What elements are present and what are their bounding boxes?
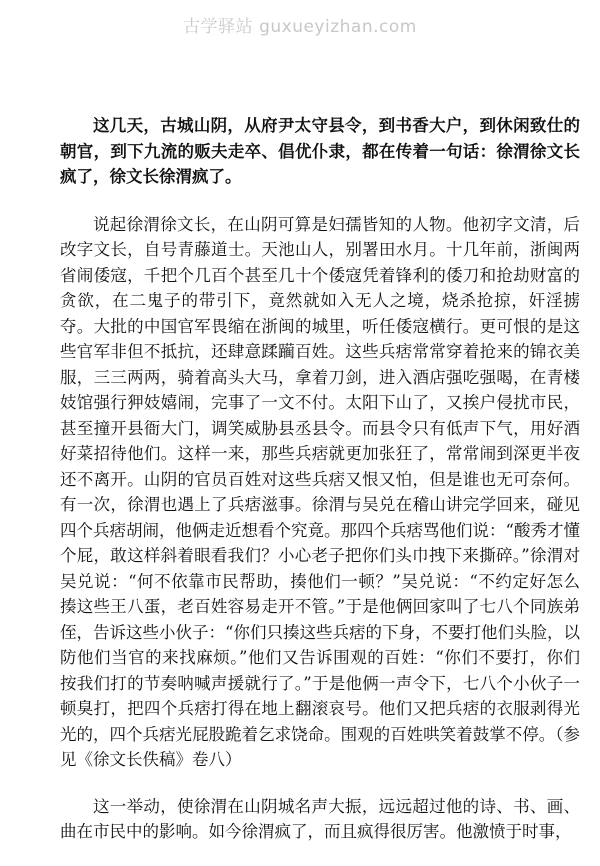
intro-paragraph: 这几天，古城山阴，从府尹太守县令，到书香大户，到休闲致仕的朝官，到下九流的贩夫走卒、倡优仆隶，都在传着一句话：徐渭徐文长疯了，徐文长徐渭疯了。: [60, 116, 580, 186]
body-paragraph: 说起徐渭徐文长，在山阴可算是妇孺皆知的人物。他初字文清，后改字文长，自号青藤道士。天池山人，别署田水月。十几年前，浙闽两省闹倭寇，千把个几百个甚至几十个倭寇凭着锋利的倭刀和抢劫财富的贪欲，在二鬼子的带引下，竟然就如入无人之境，烧杀抢掠，奸淫掳夺。大批的中国官军畏缩在浙闽的城里，听任倭寇横行。更可恨的是这些官军非但不抵抗，还肆意蹂躏百姓。这些兵痞常常穿着抢来的锦衣美服，三三两两，骑着高头大马，拿着刀剑，进入酒店强吃强喝，在青楼妓馆强行狎妓嬉闹，完事了一文不付。太阳下山了，又挨户侵扰市民，甚至撞开县衙大门，调笑威胁县丞县令。而县令只有低声下气，用好酒好菜招待他们。这样一来，那些兵痞就更加张狂了，常常闹到深更半夜还不离开。山阴的官员百姓对这些兵痞又恨又怕，但是谁也无可奈何。有一次，徐渭也遇上了兵痞滋事。徐渭与吴兑在稽山讲完学回来，碰见四个兵痞胡闹，他俩走近想看个究竟。那四个兵痞骂他们说：“酸秀才懂个屁，敢这样斜着眼看我们？小心老子把你们头巾拽下来撕碎。”徐渭对吴兑说：“何不依靠市民帮助，揍他们一顿？”吴兑说：“不约定好怎么揍这些王八蛋，老百姓容易走开不管。”于是他俩回家叫了七八个同族弟侄，告诉这些小伙子：“你们只揍这些兵痞的下身，不要打他们头脸，以防他们当官的来找麻烦。”他们又告诉围观的百姓：“你们不要打，你们按我们打的节奏呐喊声援就行了。”于是他俩一声令下，七八个小伙子一顿臭打，把四个兵痞打得在地上翻滚哀号。他们又把兵痞的衣服剥得光光的，四个兵痞光屁股跪着乞求饶命。围观的百姓哄笑着鼓掌不停。（参见《徐文长佚稿》卷八）: [60, 214, 580, 769]
article-body: [60, 113, 580, 866]
body-paragraph: 这一举动，使徐渭在山阴城名声大振，远远超过他的诗、书、画、曲在市民中的影响。如今徐渭疯了，而且疯得很厉害。他激愤于时事，: [60, 796, 580, 841]
site-watermark: 古学驿站 guxueyizhan.com: [183, 17, 417, 37]
